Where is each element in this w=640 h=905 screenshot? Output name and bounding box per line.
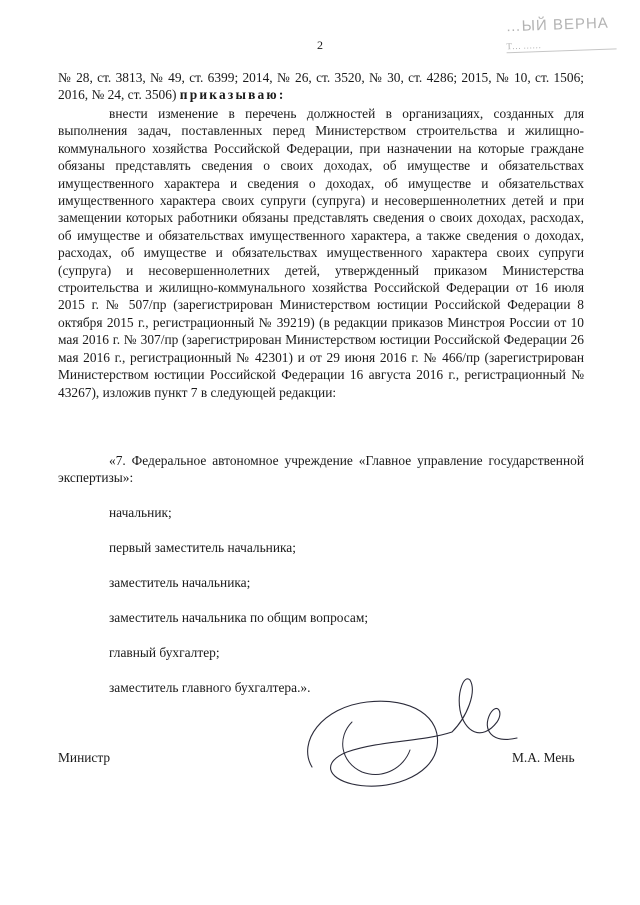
paragraph-item-7: «7. Федеральное автономное учреждение «Главное управление государственной экспертизы»: <box>58 453 584 486</box>
position-item: начальник; <box>109 505 172 520</box>
position-item: заместитель начальника; <box>109 575 251 590</box>
paragraph-amendment: внести изменение в перечень должностей в организациях, созданных для выполнения задач, поставленных перед Министерством строительства и жилищно-коммунального хозяйства Российской Федерации, при назначении на которые граждане обязаны представлять сведения о своих доходах, об имуществе и обязательствах имущественного характера и сведения о доходах, об имуществе и обязательствах имущественного характера своих супруги (супруга) и несовершеннолетних детей и при замещении которых работники обязаны представлять сведения о своих доходах, расходах, об имуществе и обязательствах имущественного характера, а также сведения о доходах, расходах, об имуществе и обязательствах имущественного характера своих супруги (супруга) и несовершеннолетних детей, утвержденный приказом Министерства строительства и жилищно-коммунального хозяйства Российской Федерации от 16 июля 2015 г. № 507/пр (зарегистрирован Министерством юстиции Российской Федерации 8 октября 2015 г., регистрационный № 39219) (в редакции приказов Минстроя России от 10 мая 2016 г. № 307/пр (зарегистрирован Министерством юстиции Российской Федерации 26 мая 2016 г., регистрационный № 42301) и от 29 июня 2016 г. № 466/пр (зарегистрирован Министерством юстиции Российской Федерации 16 августа 2016 г., регистрационный № 43267), изложив пункт 7 в следующей редакции: <box>58 106 584 400</box>
stamp-line: Т… …… <box>506 37 616 53</box>
position-item: заместитель главного бухгалтера.». <box>109 680 311 695</box>
citations-text: № 28, ст. 3813, № 49, ст. 6399; 2014, № 26, ст. 3520, № 30, ст. 4286; 2015, № 10, ст. 1506; 2016, № 24, ст. 3506) <box>58 70 584 103</box>
position-item: заместитель начальника по общим вопросам; <box>109 610 369 625</box>
certification-stamp <box>505 14 636 54</box>
order-word: приказываю: <box>179 87 286 103</box>
position-item: первый заместитель начальника; <box>109 540 296 555</box>
handwritten-signature <box>292 672 532 802</box>
paragraph-citations <box>58 69 584 104</box>
stamp-title: …ЫЙ ВЕРНА <box>505 14 610 36</box>
position-item: главный бухгалтер; <box>109 645 220 660</box>
page-number: 2 <box>317 38 323 52</box>
signatory-title: Министр <box>58 750 111 765</box>
signatory-name: М.А. Мень <box>512 750 575 765</box>
